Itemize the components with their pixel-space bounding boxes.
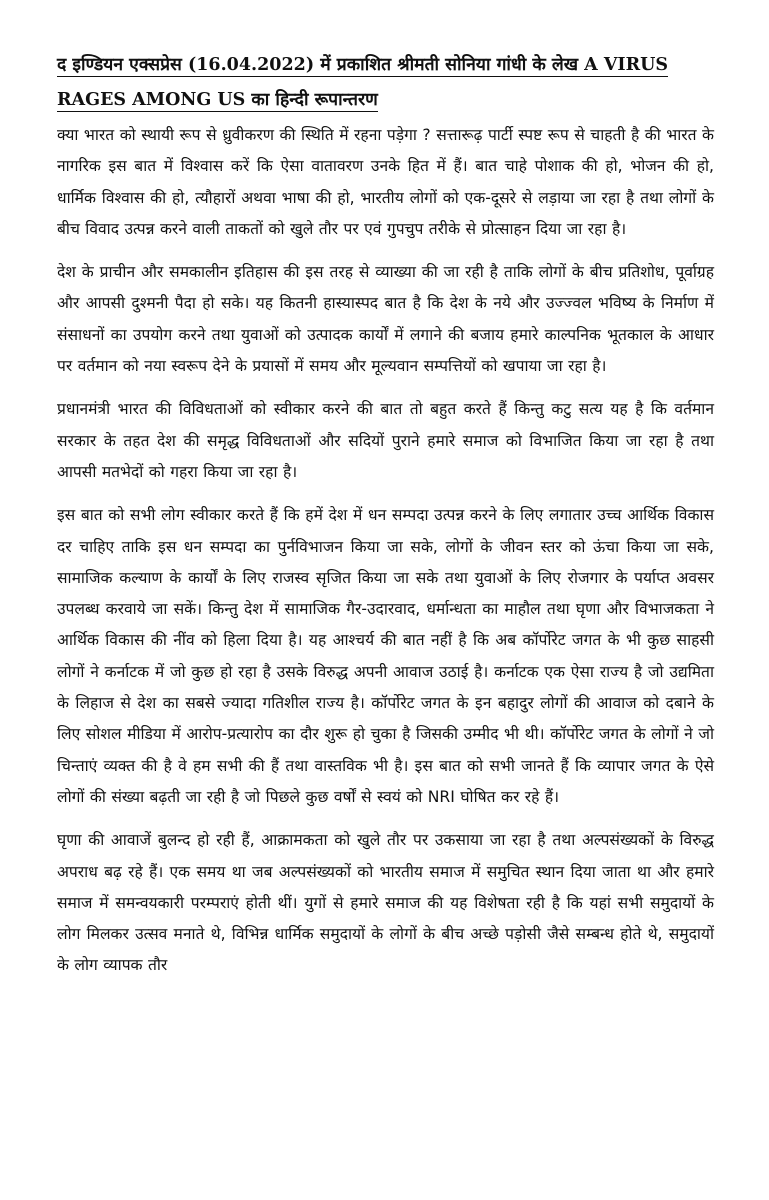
paragraph-2: देश के प्राचीन और समकालीन इतिहास की इस तरह से व्याख्या की जा रही है ताकि लोगों के बीच प्रतिशोध, पूर्वाग्रह और आपसी दुश्मनी पैदा हो सके। यह कितनी हास्यास्पद बात है कि देश के नये और उज्ज्वल भविष्य के निर्माण में संसाधनों का उपयोग करने तथा युवाओं को उत्पादक कार्यों में लगाने की बजाय हमारे काल्पनिक भूतकाल के आधार पर वर्तमान को नया स्वरूप देने के प्रयासों में समय और मूल्यवान सम्पत्तियों को खपाया जा रहा है। (57, 263, 714, 376)
document-title-line-2: RAGES AMONG US का हिन्दी रूपान्तरण (57, 90, 378, 110)
document-title (57, 48, 714, 118)
paragraph-1: क्या भारत को स्थायी रूप से ध्रुवीकरण की स्थिति में रहना पड़ेगा ? सत्तारूढ़ पार्टी स्पष्ट रूप से चाहती है की भारत के नागरिक इस बात में विश्वास करें कि ऐसा वातावरण उनके हित में हैं। बात चाहे पोशाक की हो, भोजन की हो, धार्मिक विश्वास की हो, त्यौहारों अथवा भाषा की हो, भारतीय लोगों को एक-दूसरे से लड़ाया जा रहा है तथा लोगों के बीच विवाद उत्पन्न करने वाली ताकतों को खुले तौर पर एवं गुपचुप तरीके से प्रोत्साहन दिया जा रहा है। (57, 126, 714, 238)
paragraph-5: घृणा की आवाजें बुलन्द हो रही हैं, आक्रामकता को खुले तौर पर उकसाया जा रहा है तथा अल्पसंख्यकों के विरुद्ध अपराध बढ़ रहे हैं। एक समय था जब अल्पसंख्यकों को भारतीय समाज में समुचित स्थान दिया जाता था और हमारे समाज में समन्वयकारी परम्पराएं होती थीं। युगों से हमारे समाज की यह विशेषता रही है कि यहां सभी समुदायों के लोग मिलकर उत्सव मनाते थे, विभिन्न धार्मिक समुदायों के लोगों के बीच अच्छे पड़ोसी जैसे सम्बन्ध होते थे, समुदायों के लोग व्यापक तौर (57, 831, 714, 975)
paragraph-4: इस बात को सभी लोग स्वीकार करते हैं कि हमें देश में धन सम्पदा उत्पन्न करने के लिए लगातार उच्च आर्थिक विकास दर चाहिए ताकि इस धन सम्पदा का पुर्नविभाजन किया जा सके, लोगों के जीवन स्तर को ऊंचा किया जा सके, सामाजिक कल्याण के कार्यों के लिए राजस्व सृजित किया जा सके तथा युवाओं के लिए रोजगार के पर्याप्त अवसर उपलब्ध करवाये जा सकें। किन्तु देश में सामाजिक गैर-उदारवाद, धर्मान्धता का माहौल तथा घृणा और विभाजकता ने आर्थिक विकास की नींव को हिला दिया है। यह आश्चर्य की बात नहीं है कि अब कॉर्पोरेट जगत के भी कुछ साहसी लोगों ने कर्नाटक में जो कुछ हो रहा है उसके विरुद्ध अपनी आवाज उठाई है। कर्नाटक एक ऐसा राज्य है जो उद्यमिता के लिहाज से देश का सबसे ज्यादा गतिशील राज्य है। कॉर्पोरेट जगत के इन बहादुर लोगों की आवाज को दबाने के लिए सोशल मीडिया में आरोप-प्रत्यारोप का दौर शुरू हो चुका है जिसकी उम्मीद भी थी। कॉर्पोरेट जगत के लोगों ने जो चिन्ताएं व्यक्त की है वे हम सभी की हैं तथा वास्तविक भी है। इस बात को सभी जानते हैं कि व्यापार जगत के ऐसे लोगों की संख्या बढ़ती जा रही है जो पिछले कुछ वर्षों से स्वयं को NRI घोषित कर रहे हैं। (57, 506, 714, 806)
paragraph-3: प्रधानमंत्री भारत की विविधताओं को स्वीकार करने की बात तो बहुत करते हैं किन्तु कटु सत्य यह है कि वर्तमान सरकार के तहत देश की समृद्ध विविधताओं और सदियों पुराने हमारे समाज को विभाजित किया जा रहा है तथा आपसी मतभेदों को गहरा किया जा रहा है। (57, 400, 714, 481)
document-title-line-1: द इण्डियन एक्सप्रेस (16.04.2022) में प्रकाशित श्रीमती सोनिया गांधी के लेख A VIRUS (57, 55, 669, 75)
